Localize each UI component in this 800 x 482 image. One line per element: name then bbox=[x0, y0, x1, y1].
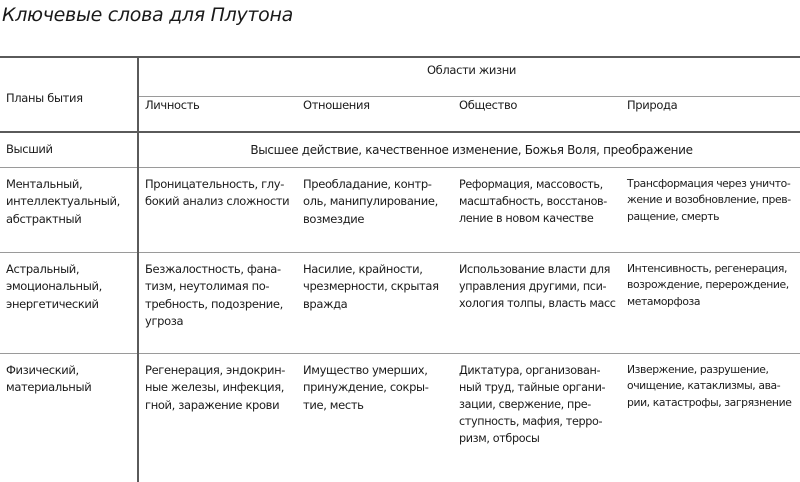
header-areas: Области жизни bbox=[138, 57, 800, 97]
plane-label-line: Астральный, bbox=[6, 261, 135, 278]
cell-line: управления другими, пси- bbox=[459, 278, 619, 295]
cell-line: Интенсивность, регенерация, bbox=[627, 261, 798, 277]
cell-line: Преобладание, контр- bbox=[303, 176, 451, 193]
cell-line: очищение, катаклизмы, ава- bbox=[627, 378, 798, 394]
plane-label-line: Физический, bbox=[6, 362, 135, 379]
cell-line: Регенерация, эндокрин- bbox=[145, 362, 295, 379]
table-row bbox=[0, 354, 800, 482]
header-column-relationships: Отношения bbox=[297, 97, 453, 133]
table-row bbox=[0, 168, 800, 253]
keyword-cell bbox=[297, 253, 453, 354]
keyword-cell bbox=[138, 168, 297, 253]
plane-label: Высший bbox=[0, 132, 138, 168]
keyword-cell bbox=[621, 253, 800, 354]
header-column-nature: Природа bbox=[621, 97, 800, 133]
cell-line: жение и возобновление, прев- bbox=[627, 192, 798, 208]
cell-line: тизм, неутолимая по- bbox=[145, 278, 295, 295]
cell-line: ризм, отбросы bbox=[459, 430, 619, 447]
plane-label bbox=[0, 253, 138, 354]
table-row bbox=[0, 132, 800, 168]
cell-line: ступность, мафия, терро- bbox=[459, 413, 619, 430]
cell-line: чрезмерности, скрытая bbox=[303, 278, 451, 295]
keyword-cell bbox=[297, 168, 453, 253]
cell-line: Проницательность, глу- bbox=[145, 176, 295, 193]
cell-line: масштабность, восстанов- bbox=[459, 193, 619, 210]
header-column-society: Общество bbox=[453, 97, 621, 133]
cell-line: возрождение, перерождение, bbox=[627, 277, 798, 293]
keyword-cell bbox=[297, 354, 453, 482]
cell-line: метаморфоза bbox=[627, 294, 798, 310]
cell-line: Использование власти для bbox=[459, 261, 619, 278]
cell-line: Безжалостность, фана- bbox=[145, 261, 295, 278]
table-row bbox=[0, 253, 800, 354]
keyword-cell bbox=[453, 253, 621, 354]
keywords-table bbox=[0, 56, 800, 482]
cell-line: зации, свержение, пре- bbox=[459, 396, 619, 413]
cell-line: ращение, смерть bbox=[627, 209, 798, 225]
cell-line: Реформация, массовость, bbox=[459, 176, 619, 193]
cell-line: бокий анализ сложности bbox=[145, 193, 295, 210]
cell-line: тие, месть bbox=[303, 397, 451, 414]
keyword-cell bbox=[138, 354, 297, 482]
keyword-cell: Высшее действие, качественное изменение, Божья Воля, преображение bbox=[138, 132, 800, 168]
cell-line: рии, катастрофы, загрязнение bbox=[627, 395, 798, 411]
cell-line: хология толпы, власть масс bbox=[459, 295, 619, 312]
plane-label-line: энергетический bbox=[6, 296, 135, 313]
cell-line: вражда bbox=[303, 296, 451, 313]
cell-line: возмездие bbox=[303, 211, 451, 228]
plane-label bbox=[0, 168, 138, 253]
cell-line: ление в новом качестве bbox=[459, 210, 619, 227]
keyword-cell bbox=[138, 253, 297, 354]
cell-line: принуждение, сокры- bbox=[303, 379, 451, 396]
plane-label bbox=[0, 354, 138, 482]
cell-line: оль, манипулирование, bbox=[303, 193, 451, 210]
keyword-cell bbox=[621, 168, 800, 253]
cell-line: Имущество умерших, bbox=[303, 362, 451, 379]
plane-label-line: материальный bbox=[6, 379, 135, 396]
keyword-cell bbox=[453, 354, 621, 482]
cell-line: Трансформация через уничто- bbox=[627, 176, 798, 192]
header-column-personality: Личность bbox=[138, 97, 297, 133]
header-planes: Планы бытия bbox=[0, 57, 138, 132]
cell-line: ный труд, тайные органи- bbox=[459, 379, 619, 396]
keyword-cell bbox=[453, 168, 621, 253]
cell-line: ные железы, инфекция, bbox=[145, 379, 295, 396]
cell-line: Диктатура, организован- bbox=[459, 362, 619, 379]
cell-line: требность, подозрение, bbox=[145, 296, 295, 313]
cell-line: гной, заражение крови bbox=[145, 397, 295, 414]
plane-label-line: эмоциональный, bbox=[6, 278, 135, 295]
cell-line: Извержение, разрушение, bbox=[627, 362, 798, 378]
cell-line: угроза bbox=[145, 313, 295, 330]
cell-line: Насилие, крайности, bbox=[303, 261, 451, 278]
plane-label-line: интеллектуальный, bbox=[6, 193, 135, 210]
keyword-cell bbox=[621, 354, 800, 482]
plane-label-line: абстрактный bbox=[6, 211, 135, 228]
page-title: Ключевые слова для Плутона bbox=[2, 4, 293, 26]
plane-label-line: Ментальный, bbox=[6, 176, 135, 193]
